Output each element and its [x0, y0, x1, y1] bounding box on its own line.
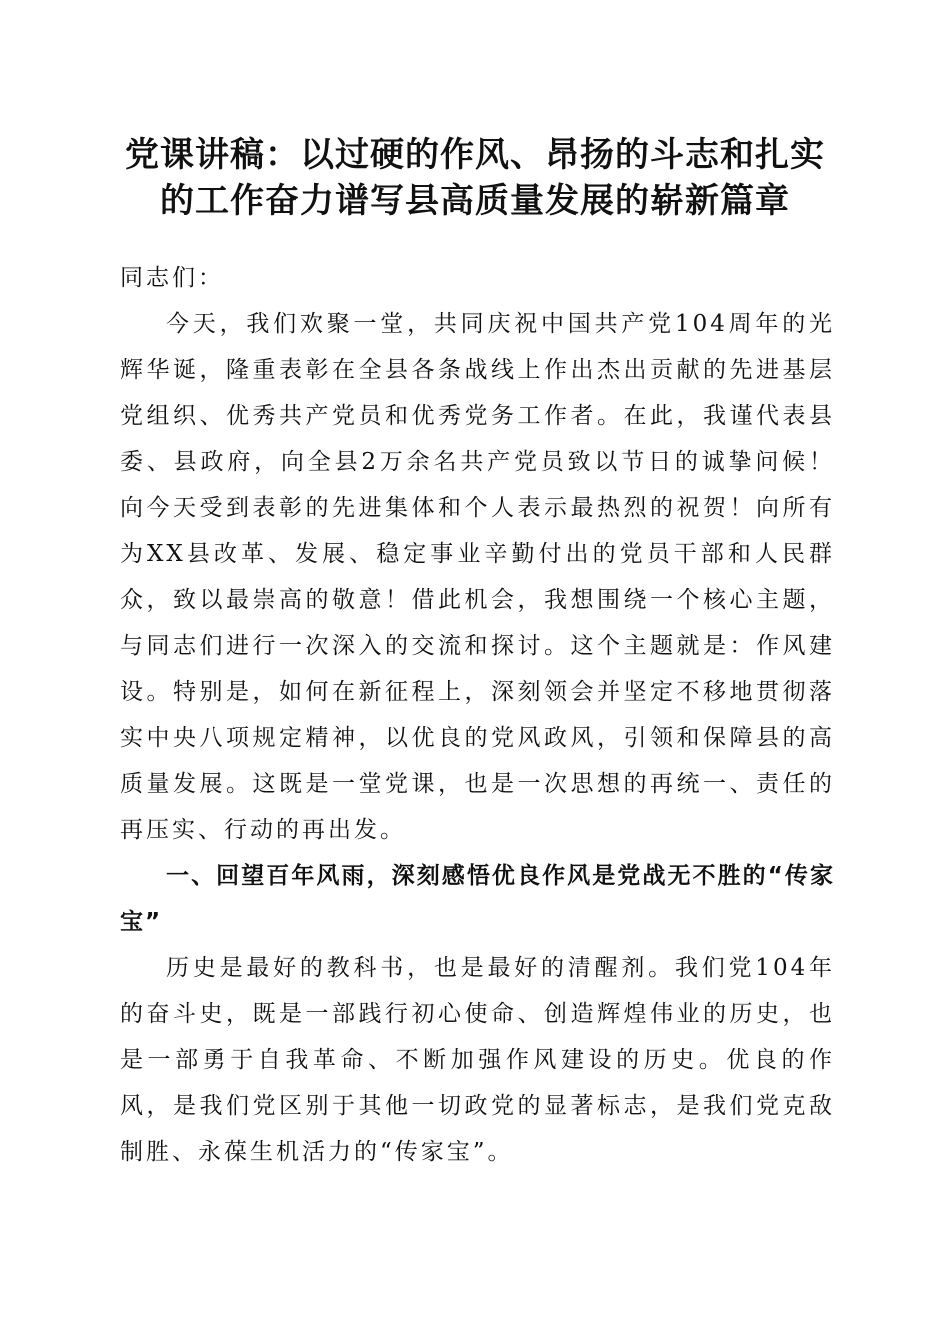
document-body: [120, 255, 835, 1175]
title-line-2: 的工作奋力谱写县高质量发展的崭新篇章: [160, 181, 790, 221]
paragraph-history: 历史是最好的教科书，也是最好的清醒剂。我们党104年的奋斗史，既是一部践行初心使命、创造辉煌伟业的历史，也是一部勇于自我革命、不断加强作风建设的历史。优良的作风，是我们党区别于其他一切政党的显著标志，是我们党克敌制胜、永葆生机活力的“传家宝”。: [120, 955, 835, 1165]
salutation: 同志们：: [120, 265, 224, 291]
document-title: [100, 132, 850, 224]
paragraph-opening: 今天，我们欢聚一堂，共同庆祝中国共产党104周年的光辉华诞，隆重表彰在全县各条战线上作出杰出贡献的先进基层党组织、优秀共产党员和优秀党务工作者。在此，我谨代表县委、县政府，向全县2万余名共产党员致以节日的诚挚问候！向今天受到表彰的先进集体和个人表示最热烈的祝贺！向所有为XX县改革、发展、稳定事业辛勤付出的党员干部和人民群众，致以最崇高的敬意！借此机会，我想围绕一个核心主题，与同志们进行一次深入的交流和探讨。这个主题就是：作风建设。特别是，如何在新征程上，深刻领会并坚定不移地贯彻落实中央八项规定精神，以优良的党风政风，引领和保障县的高质量发展。这既是一堂党课，也是一次思想的再统一、责任的再压实、行动的再出发。: [120, 311, 835, 843]
section-heading-1: 一、回望百年风雨，深刻感悟优良作风是党战无不胜的“传家宝”: [120, 863, 835, 935]
title-line-1: 党课讲稿：以过硬的作风、昂扬的斗志和扎实: [125, 135, 825, 175]
